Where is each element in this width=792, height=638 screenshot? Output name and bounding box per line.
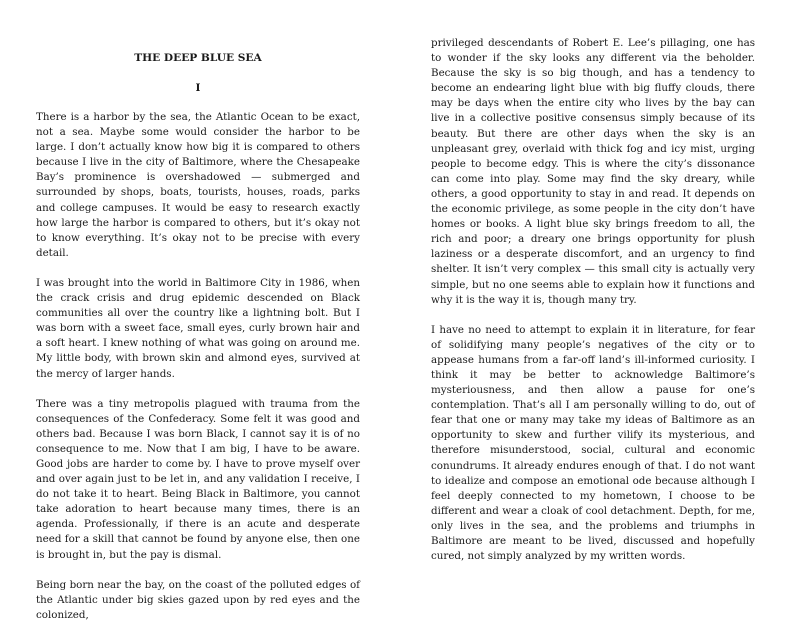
left-page-body xyxy=(36,110,360,638)
paragraph: Being born near the bay, on the coast of the polluted edges of the Atlantic under big skies gazed upon by red eyes and the colonized, xyxy=(36,578,360,621)
paragraph: I was brought into the world in Baltimore City in 1986, when the crack crisis and drug epidemic descended on Black communities all over the country like a lightning bolt. But I was born with a sweet face, small eyes, curly brown hair and a soft heart. I knew nothing of what was going on around me. My little body, with brown skin and almond eyes, survived at the mercy of larger hands. xyxy=(36,276,360,380)
document-title: THE DEEP BLUE SEA xyxy=(134,52,262,64)
paragraph: There is a harbor by the sea, the Atlantic Ocean to be exact, not a sea. Maybe some would consider the harbor to be large. I don’t actually know how big it is compared to others because I live in the city of Baltimore, where the Chesapeake Bay’s prominence is overshadowed — submerged and surrounded by shops, boats, tourists, houses, roads, parks and college campuses. It would be easy to research exactly how large the harbor is compared to others, but it’s okay not to know everything. It’s okay not to be precise with every detail. xyxy=(36,111,360,259)
paragraph: I have no need to attempt to explain it in literature, for fear of solidifying many people’s negatives of the city or to appease humans from a far-off land’s ill-informed curiosity. I think it may be better to acknowledge Baltimore’s mysteriousness, and then allow a pause for one’s contemplation. That’s all I am personally willing to do, out of fear that one or many may take my ideas of Baltimore as an opportunity to skew and further vilify its mysterious, and therefore misunderstood, social, cultural and economic conundrums. It already endures enough of that. I do not want to idealize and compose an emotional ode because although I feel deeply connected to my hometown, I choose to be different and wear a cloak of cool detachment. Depth, for me, only lives in the sea, and the problems and triumphs in Baltimore are meant to be lived, discussed and hopefully cured, not simply analyzed by my written words. xyxy=(431,323,755,563)
chapter-heading: I xyxy=(195,82,201,94)
paragraph: privileged descendants of Robert E. Lee’s pillaging, one has to wonder if the sky looks any different via the beholder. Because the sky is so big though, and has a tendency to become an endearing light blue with big fluffy clouds, there may be days when the entire city who lives by the bay can live in a collective positive consensus simply because of its beauty. But there are other days when the sky is an unpleasant grey, overlaid with thick fog and icy mist, urging people to become edgy. This is where the city’s dissonance can come into play. Some may find the sky dreary, while others, a good opportunity to stay in and read. It depends on the economic privilege, as some people in the city don’t have homes or books. A light blue sky brings freedom to all, the rich and poor; a dreary one brings opportunity for plush laziness or a desperate discomfort, and an urgency to find shelter. It isn’t very complex — this small city is actually very simple, but no one seems able to explain how it functions and why it is the way it is, though many try. xyxy=(431,37,755,306)
right-page-body xyxy=(431,36,755,579)
paragraph: There was a tiny metropolis plagued with trauma from the consequences of the Confederacy. Some felt it was good and others bad. Because I was born Black, I cannot say it is of no consequence to me. Now that I am big, I have to be aware. Good jobs are harder to come by. I have to prove myself over and over again just to be let in, and any validation I receive, I do not take it to heart. Being Black in Baltimore, you cannot take adoration to heart because many times, there is an agenda. Professionally, if there is an acute and desperate need for a skill that cannot be found by anyone else, then one is brought in, but the pay is dismal. xyxy=(36,397,360,561)
